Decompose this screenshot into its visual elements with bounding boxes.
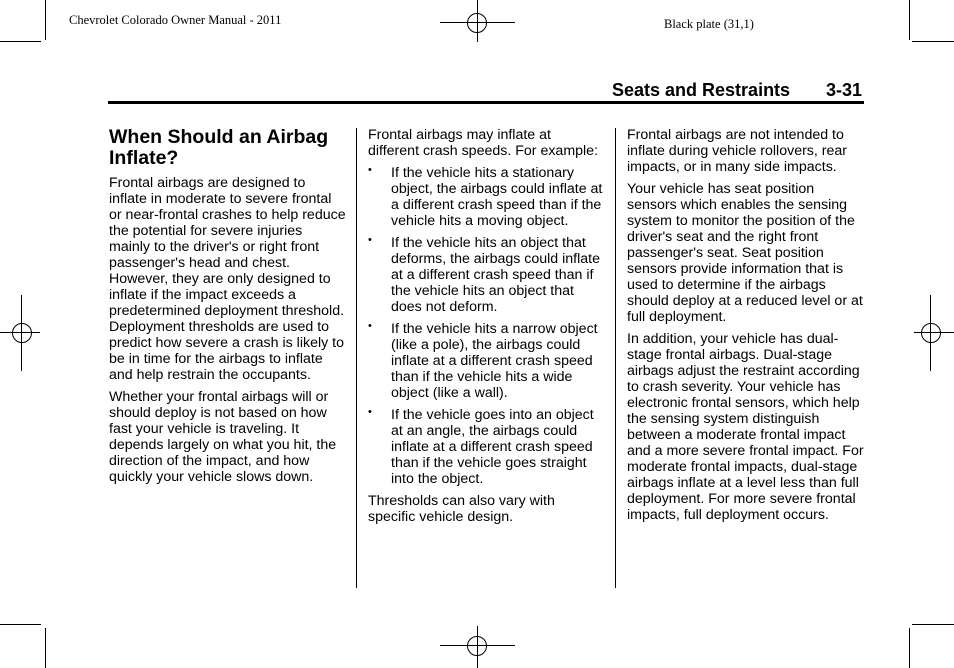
manual-title: Chevrolet Colorado Owner Manual - 2011 bbox=[69, 13, 282, 27]
header-rule bbox=[108, 101, 864, 104]
heading-line-1: When Should an Airbag bbox=[109, 126, 329, 148]
list-item-text: If the vehicle hits an object that deforms, the airbags could inflate at a different crash speed than if the vehicle hits an object that does not deform. bbox=[391, 235, 600, 315]
bullet-icon: • bbox=[368, 406, 372, 418]
column-3 bbox=[627, 127, 865, 529]
bullet-icon: • bbox=[368, 164, 372, 176]
crop-mark bbox=[912, 624, 954, 625]
crop-mark bbox=[45, 0, 46, 40]
crop-mark bbox=[0, 624, 41, 625]
bullet-icon: • bbox=[368, 234, 372, 246]
plate-info: Black plate (31,1) bbox=[664, 17, 754, 31]
paragraph: Frontal airbags are designed to inflate in moderate to severe frontal or near-frontal crashes to help reduce the potential for severe injuries mainly to the driver's or right front passenger's head and chest. However, they are only designed to inflate if the impact exceeds a predetermined deployment threshold. Deployment thresholds are used to predict how severe a crash is likely to be in time for the airbags to inflate and help restrain the occupants. bbox=[109, 175, 346, 383]
paragraph: Whether your frontal airbags will or should deploy is not based on how fast your vehicle is traveling. It depends largely on what you hit, the direction of the impact, and how quickly your vehicle slows down. bbox=[109, 389, 337, 485]
column-2 bbox=[368, 127, 604, 531]
column-divider bbox=[356, 128, 357, 588]
crop-mark bbox=[912, 41, 954, 42]
crop-mark bbox=[0, 41, 41, 42]
list-item bbox=[368, 321, 604, 401]
crop-mark bbox=[909, 628, 910, 668]
registration-mark-bottom bbox=[440, 624, 515, 668]
list-item bbox=[368, 235, 604, 315]
column-1 bbox=[109, 127, 347, 491]
paragraph: Frontal airbags are not intended to inflate during vehicle rollovers, rear impacts, or in many side impacts. bbox=[627, 127, 848, 175]
list-item bbox=[368, 407, 604, 487]
paragraph: Thresholds can also vary with specific vehicle design. bbox=[368, 493, 555, 525]
page-number: 3-31 bbox=[826, 80, 863, 100]
paragraph: Your vehicle has seat position sensors which enables the sensing system to monitor the position of the driver's seat and the right front passenger's seat. Seat position sensors provide information that is used to determine if the airbags should deploy at a reduced level or at full deployment. bbox=[627, 181, 863, 325]
heading-line-2: Inflate? bbox=[109, 147, 179, 169]
article-heading bbox=[109, 127, 347, 169]
column-divider bbox=[615, 128, 616, 588]
paragraph: Frontal airbags may inflate at different crash speeds. For example: bbox=[368, 127, 599, 159]
registration-mark-right bbox=[912, 295, 954, 371]
bullet-list bbox=[368, 165, 604, 487]
registration-mark-left bbox=[0, 295, 42, 371]
registration-mark-top bbox=[440, 0, 515, 45]
crop-mark bbox=[45, 628, 46, 668]
list-item-text: If the vehicle goes into an object at an angle, the airbags could inflate at a different crash speed than if the vehicle goes straight into the object. bbox=[391, 407, 594, 487]
list-item-text: If the vehicle hits a stationary object, the airbags could inflate at a different crash speed than if the vehicle hits a moving object. bbox=[391, 165, 603, 229]
list-item-text: If the vehicle hits a narrow object (like a pole), the airbags could inflate at a different crash speed than if the vehicle hits a wide object (like a wall). bbox=[391, 321, 598, 401]
section-title: Seats and Restraints bbox=[612, 80, 791, 100]
bullet-icon: • bbox=[368, 320, 372, 332]
paragraph: In addition, your vehicle has dual-stage frontal airbags. Dual-stage airbags adjust the restraint according to crash severity. Your vehicle has electronic frontal sensors, which help the sensing system distinguish between a moderate frontal impact and a more severe frontal impact. For moderate frontal impacts, dual-stage airbags inflate at a level less than full deployment. For more severe frontal impacts, full deployment occurs. bbox=[627, 331, 864, 523]
crop-mark bbox=[909, 0, 910, 40]
list-item bbox=[368, 165, 604, 229]
